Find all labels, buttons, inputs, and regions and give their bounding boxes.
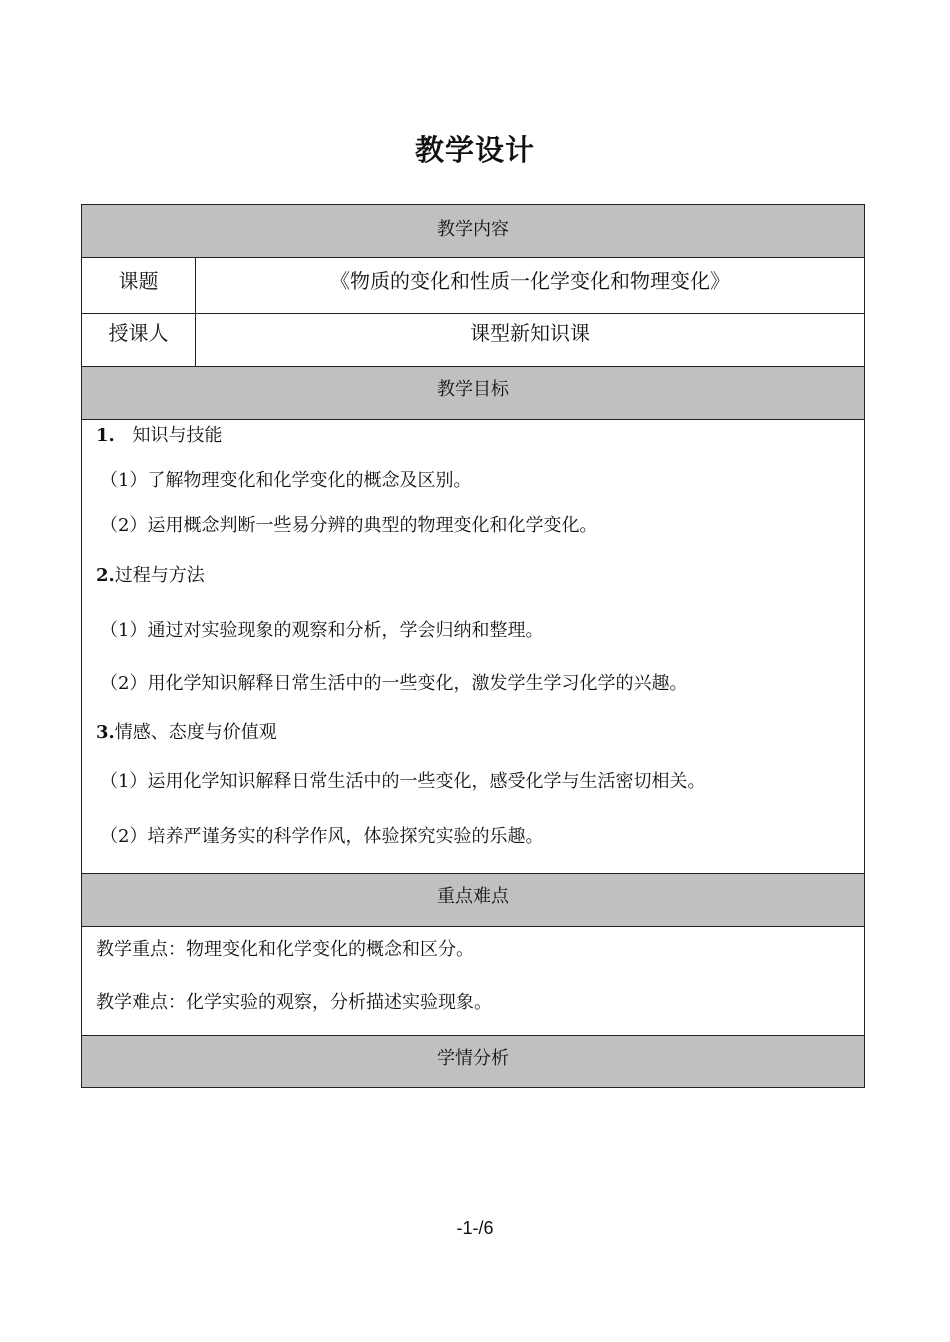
teacher-label-cell	[82, 313, 196, 366]
section-header-keypoints	[81, 873, 865, 927]
objective-item: （1）通过对实验现象的观察和分析，学会归纳和整理。	[100, 620, 544, 641]
section-header-content	[81, 204, 865, 258]
objective-heading-3-num: 3.	[96, 722, 115, 743]
topic-label: 课题	[118, 269, 159, 293]
section-header-keypoints-label: 重点难点	[437, 886, 509, 907]
objective-heading-1-text: 知识与技能	[132, 425, 223, 446]
objective-heading-1-num: 1.	[96, 425, 115, 446]
teaching-focus: 教学重点：物理变化和化学变化的概念和区分。	[96, 939, 474, 960]
teacher-row	[81, 313, 865, 367]
objective-heading-2-num: 2.	[96, 565, 115, 586]
section-header-analysis	[81, 1035, 865, 1088]
topic-value: 《物质的变化和性质一化学变化和物理变化》	[330, 269, 730, 293]
topic-row	[81, 257, 865, 314]
objective-heading-1	[96, 421, 223, 447]
objective-item: （2）培养严谨务实的科学作风，体验探究实验的乐趣。	[100, 826, 544, 847]
objective-item: （1）运用化学知识解释日常生活中的一些变化，感受化学与生活密切相关。	[100, 771, 706, 792]
lesson-type: 课型新知识课	[470, 321, 590, 345]
topic-value-cell	[196, 257, 864, 313]
teaching-difficulty: 教学难点：化学实验的观察，分析描述实验现象。	[96, 992, 492, 1013]
lesson-type-cell	[196, 313, 864, 366]
section-header-objectives	[81, 366, 865, 420]
objective-item: （2）用化学知识解释日常生活中的一些变化，激发学生学习化学的兴趣。	[100, 673, 688, 694]
page-number: -1-/6	[456, 1218, 494, 1238]
objective-heading-3-text: 情感、态度与价值观	[114, 722, 277, 743]
objective-heading-3	[96, 718, 277, 744]
topic-label-cell	[82, 257, 196, 313]
objective-item: （1）了解物理变化和化学变化的概念及区别。	[100, 470, 472, 491]
objective-heading-2-text: 过程与方法	[114, 565, 205, 586]
section-header-objectives-label: 教学目标	[437, 379, 509, 400]
section-header-content-label: 教学内容	[437, 219, 509, 240]
teacher-label: 授课人	[108, 321, 169, 345]
document-title: 教学设计	[414, 133, 535, 167]
objective-heading-2	[96, 561, 205, 587]
objective-item: （2）运用概念判断一些易分辨的典型的物理变化和化学变化。	[100, 515, 598, 536]
section-header-analysis-label: 学情分析	[437, 1048, 509, 1069]
